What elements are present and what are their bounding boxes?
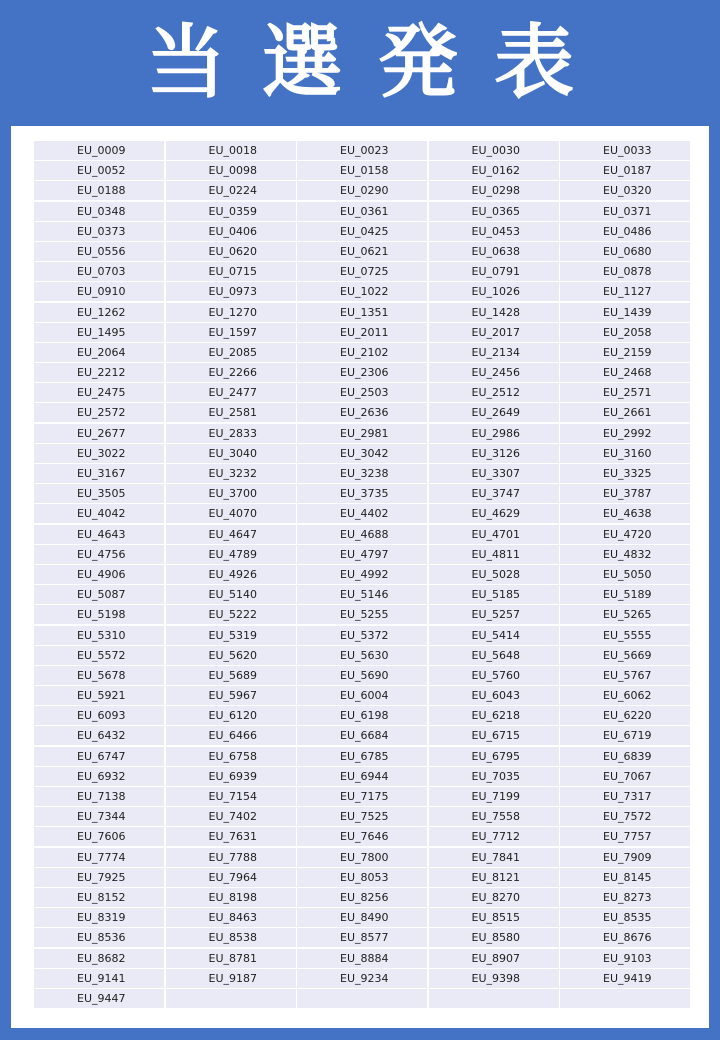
winner-cell: EU_5414 (429, 626, 559, 645)
winner-cell: EU_5372 (297, 626, 427, 645)
winner-cell: EU_7154 (166, 787, 296, 806)
winner-cell: EU_4070 (166, 504, 296, 523)
winner-cell: EU_2085 (166, 343, 296, 362)
winner-cell: EU_7712 (429, 827, 559, 846)
winner-cell: EU_3747 (429, 484, 559, 503)
winner-cell: EU_2571 (560, 383, 690, 402)
winner-cell: EU_0187 (560, 161, 690, 180)
winner-cell: EU_7199 (429, 787, 559, 806)
winner-cell: EU_4638 (560, 504, 690, 523)
winner-cell: EU_5767 (560, 666, 690, 685)
winner-cell: EU_7646 (297, 827, 427, 846)
winner-cell: EU_6719 (560, 726, 690, 745)
winner-cell: EU_2512 (429, 383, 559, 402)
winner-cell: EU_8053 (297, 868, 427, 887)
page-title: 当選発表 (146, 15, 610, 109)
winner-cell: EU_0320 (560, 181, 690, 200)
winner-cell: EU_8907 (429, 949, 559, 968)
winner-cell: EU_8515 (429, 908, 559, 927)
winner-cell: EU_8676 (560, 928, 690, 947)
winner-cell: EU_3307 (429, 464, 559, 483)
winner-cell: EU_7558 (429, 807, 559, 826)
winner-cell: EU_6043 (429, 686, 559, 705)
winner-cell: EU_7067 (560, 767, 690, 786)
winner-cell: EU_0486 (560, 222, 690, 241)
winner-cell: EU_7909 (560, 848, 690, 867)
winner-cell: EU_1597 (166, 323, 296, 342)
winner-cell: EU_4688 (297, 525, 427, 544)
winner-cell: EU_0425 (297, 222, 427, 241)
winner-cell: EU_0973 (166, 282, 296, 301)
winner-cell: EU_4906 (34, 565, 164, 584)
winner-cell (560, 989, 690, 1008)
winner-cell: EU_8198 (166, 888, 296, 907)
winner-cell: EU_7800 (297, 848, 427, 867)
winner-cell: EU_3040 (166, 444, 296, 463)
winner-cell: EU_2064 (34, 343, 164, 362)
winner-cell: EU_7402 (166, 807, 296, 826)
winner-cell: EU_9398 (429, 969, 559, 988)
winner-cell: EU_6220 (560, 706, 690, 725)
winner-cell: EU_1127 (560, 282, 690, 301)
winner-cell: EU_0298 (429, 181, 559, 200)
winner-cell: EU_3700 (166, 484, 296, 503)
winner-cell: EU_0348 (34, 202, 164, 221)
winner-cell: EU_2159 (560, 343, 690, 362)
winner-cell: EU_4992 (297, 565, 427, 584)
winner-cell: EU_0373 (34, 222, 164, 241)
winner-cell: EU_2102 (297, 343, 427, 362)
winner-cell: EU_0621 (297, 242, 427, 261)
winner-cell: EU_3232 (166, 464, 296, 483)
winner-cell: EU_4789 (166, 545, 296, 564)
winner-cell: EU_5087 (34, 585, 164, 604)
winner-cell: EU_7175 (297, 787, 427, 806)
winner-cell: EU_2581 (166, 403, 296, 422)
winner-cell: EU_0406 (166, 222, 296, 241)
winner-cell: EU_0620 (166, 242, 296, 261)
winner-cell: EU_1439 (560, 303, 690, 322)
winner-cell: EU_6747 (34, 747, 164, 766)
winner-cell: EU_2468 (560, 363, 690, 382)
winner-cell: EU_7317 (560, 787, 690, 806)
winner-cell: EU_5257 (429, 605, 559, 624)
winner-cell: EU_6839 (560, 747, 690, 766)
winner-cell: EU_2134 (429, 343, 559, 362)
winner-cell: EU_1351 (297, 303, 427, 322)
winner-cell (166, 989, 296, 1008)
winner-cell: EU_5140 (166, 585, 296, 604)
winner-cell: EU_5620 (166, 646, 296, 665)
winner-cell: EU_8273 (560, 888, 690, 907)
winner-cell: EU_0371 (560, 202, 690, 221)
winner-cell: EU_1428 (429, 303, 559, 322)
winner-cell: EU_0878 (560, 262, 690, 281)
winner-cell: EU_2456 (429, 363, 559, 382)
title-banner (0, 0, 720, 125)
winner-cell: EU_5255 (297, 605, 427, 624)
winner-cell: EU_6466 (166, 726, 296, 745)
winner-cell: EU_8682 (34, 949, 164, 968)
winner-cell: EU_6218 (429, 706, 559, 725)
winner-cell: EU_2503 (297, 383, 427, 402)
winner-cell: EU_5265 (560, 605, 690, 624)
winner-cell: EU_2475 (34, 383, 164, 402)
winner-cell: EU_0556 (34, 242, 164, 261)
winner-cell: EU_2572 (34, 403, 164, 422)
winner-cell: EU_7925 (34, 868, 164, 887)
winner-cell: EU_0098 (166, 161, 296, 180)
winner-cell: EU_0290 (297, 181, 427, 200)
winner-cell: EU_3735 (297, 484, 427, 503)
winner-cell: EU_0703 (34, 262, 164, 281)
winner-cell: EU_7757 (560, 827, 690, 846)
winner-cell: EU_6795 (429, 747, 559, 766)
winner-cell: EU_0033 (560, 141, 690, 160)
winner-cell: EU_5669 (560, 646, 690, 665)
winner-cell: EU_4797 (297, 545, 427, 564)
winner-cell: EU_4701 (429, 525, 559, 544)
winner-cell: EU_9447 (34, 989, 164, 1008)
winner-cell: EU_3160 (560, 444, 690, 463)
winner-cell: EU_2992 (560, 424, 690, 443)
winner-cell: EU_5572 (34, 646, 164, 665)
winner-cell: EU_2981 (297, 424, 427, 443)
winner-cell: EU_2636 (297, 403, 427, 422)
winner-cell: EU_2661 (560, 403, 690, 422)
winner-cell: EU_7138 (34, 787, 164, 806)
winner-cell: EU_7525 (297, 807, 427, 826)
winner-cell: EU_5630 (297, 646, 427, 665)
winner-cell: EU_9419 (560, 969, 690, 988)
winner-cell: EU_5689 (166, 666, 296, 685)
winner-cell: EU_6758 (166, 747, 296, 766)
winner-cell: EU_0188 (34, 181, 164, 200)
winner-cell: EU_8256 (297, 888, 427, 907)
winner-cell: EU_9187 (166, 969, 296, 988)
winner-cell: EU_3126 (429, 444, 559, 463)
winner-cell: EU_5921 (34, 686, 164, 705)
winner-cell: EU_0158 (297, 161, 427, 180)
winner-cell: EU_4042 (34, 504, 164, 523)
winner-cell: EU_0224 (166, 181, 296, 200)
winner-cell: EU_0453 (429, 222, 559, 241)
winner-cell: EU_1022 (297, 282, 427, 301)
winner-cell: EU_7774 (34, 848, 164, 867)
winner-cell: EU_8121 (429, 868, 559, 887)
winner-cell: EU_2017 (429, 323, 559, 342)
winner-cell: EU_1270 (166, 303, 296, 322)
winner-cell: EU_5760 (429, 666, 559, 685)
winner-cell: EU_7841 (429, 848, 559, 867)
winner-cell: EU_0052 (34, 161, 164, 180)
winner-cell: EU_7606 (34, 827, 164, 846)
winner-cell: EU_8781 (166, 949, 296, 968)
winner-cell: EU_7035 (429, 767, 559, 786)
winner-cell: EU_2266 (166, 363, 296, 382)
winner-cell: EU_5222 (166, 605, 296, 624)
winner-cell: EU_2058 (560, 323, 690, 342)
winner-cell: EU_8270 (429, 888, 559, 907)
winner-cell (297, 989, 427, 1008)
winner-cell: EU_2477 (166, 383, 296, 402)
winner-cell: EU_8538 (166, 928, 296, 947)
winner-cell: EU_4643 (34, 525, 164, 544)
winner-cell: EU_4720 (560, 525, 690, 544)
winner-cell: EU_6062 (560, 686, 690, 705)
winner-cell: EU_7344 (34, 807, 164, 826)
winner-cell: EU_6432 (34, 726, 164, 745)
winner-cell: EU_5690 (297, 666, 427, 685)
winner-cell: EU_8536 (34, 928, 164, 947)
winner-cell: EU_2677 (34, 424, 164, 443)
winner-cell: EU_2011 (297, 323, 427, 342)
winner-cell: EU_6093 (34, 706, 164, 725)
winner-cell: EU_2306 (297, 363, 427, 382)
winner-cell: EU_9103 (560, 949, 690, 968)
winner-cell: EU_4756 (34, 545, 164, 564)
winner-cell: EU_6785 (297, 747, 427, 766)
winner-cell: EU_0009 (34, 141, 164, 160)
winner-cell: EU_0725 (297, 262, 427, 281)
winner-cell: EU_0365 (429, 202, 559, 221)
winner-cell: EU_7964 (166, 868, 296, 887)
winner-cell: EU_5967 (166, 686, 296, 705)
winner-cell: EU_5555 (560, 626, 690, 645)
winner-cell: EU_8884 (297, 949, 427, 968)
winner-cell: EU_8463 (166, 908, 296, 927)
winner-cell: EU_5319 (166, 626, 296, 645)
winner-cell: EU_0018 (166, 141, 296, 160)
winner-cell: EU_6944 (297, 767, 427, 786)
winner-cell: EU_0715 (166, 262, 296, 281)
winner-cell: EU_5648 (429, 646, 559, 665)
winner-cell: EU_4926 (166, 565, 296, 584)
winner-cell: EU_8535 (560, 908, 690, 927)
winner-cell: EU_6684 (297, 726, 427, 745)
winner-cell: EU_2212 (34, 363, 164, 382)
winner-cell: EU_4832 (560, 545, 690, 564)
winner-cell: EU_3787 (560, 484, 690, 503)
winner-cell: EU_7572 (560, 807, 690, 826)
winner-cell: EU_0791 (429, 262, 559, 281)
winner-cell: EU_3238 (297, 464, 427, 483)
winner-cell: EU_4629 (429, 504, 559, 523)
winner-cell: EU_9234 (297, 969, 427, 988)
winner-cell: EU_8319 (34, 908, 164, 927)
winner-cell: EU_3505 (34, 484, 164, 503)
winner-cell: EU_7631 (166, 827, 296, 846)
winner-cell: EU_5678 (34, 666, 164, 685)
winner-cell: EU_0030 (429, 141, 559, 160)
winner-cell: EU_6715 (429, 726, 559, 745)
winner-cell: EU_2649 (429, 403, 559, 422)
winner-cell: EU_0023 (297, 141, 427, 160)
winner-cell: EU_6004 (297, 686, 427, 705)
winner-cell: EU_8577 (297, 928, 427, 947)
winner-cell: EU_8145 (560, 868, 690, 887)
winner-cell: EU_5185 (429, 585, 559, 604)
winner-cell: EU_3022 (34, 444, 164, 463)
winner-cell: EU_5050 (560, 565, 690, 584)
winner-cell: EU_2833 (166, 424, 296, 443)
winners-table (34, 141, 690, 1008)
winner-cell: EU_5189 (560, 585, 690, 604)
winner-cell: EU_5310 (34, 626, 164, 645)
winner-cell: EU_0680 (560, 242, 690, 261)
winner-cell: EU_1495 (34, 323, 164, 342)
winner-cell: EU_5198 (34, 605, 164, 624)
winner-cell: EU_1262 (34, 303, 164, 322)
winner-cell: EU_4402 (297, 504, 427, 523)
winner-cell: EU_4811 (429, 545, 559, 564)
winner-cell: EU_0910 (34, 282, 164, 301)
winner-cell: EU_6939 (166, 767, 296, 786)
winner-cell: EU_4647 (166, 525, 296, 544)
winner-cell: EU_1026 (429, 282, 559, 301)
winner-cell: EU_3325 (560, 464, 690, 483)
winner-cell (429, 989, 559, 1008)
winner-cell: EU_8490 (297, 908, 427, 927)
winner-cell: EU_9141 (34, 969, 164, 988)
winner-cell: EU_6120 (166, 706, 296, 725)
winner-cell: EU_3042 (297, 444, 427, 463)
winner-cell: EU_5028 (429, 565, 559, 584)
winner-cell: EU_8580 (429, 928, 559, 947)
winners-sheet (11, 126, 709, 1028)
winner-cell: EU_8152 (34, 888, 164, 907)
winner-cell: EU_0359 (166, 202, 296, 221)
winner-cell: EU_2986 (429, 424, 559, 443)
winner-cell: EU_7788 (166, 848, 296, 867)
winner-cell: EU_3167 (34, 464, 164, 483)
winner-cell: EU_6932 (34, 767, 164, 786)
winner-cell: EU_6198 (297, 706, 427, 725)
winner-cell: EU_0361 (297, 202, 427, 221)
winner-cell: EU_0638 (429, 242, 559, 261)
winner-cell: EU_0162 (429, 161, 559, 180)
winner-cell: EU_5146 (297, 585, 427, 604)
